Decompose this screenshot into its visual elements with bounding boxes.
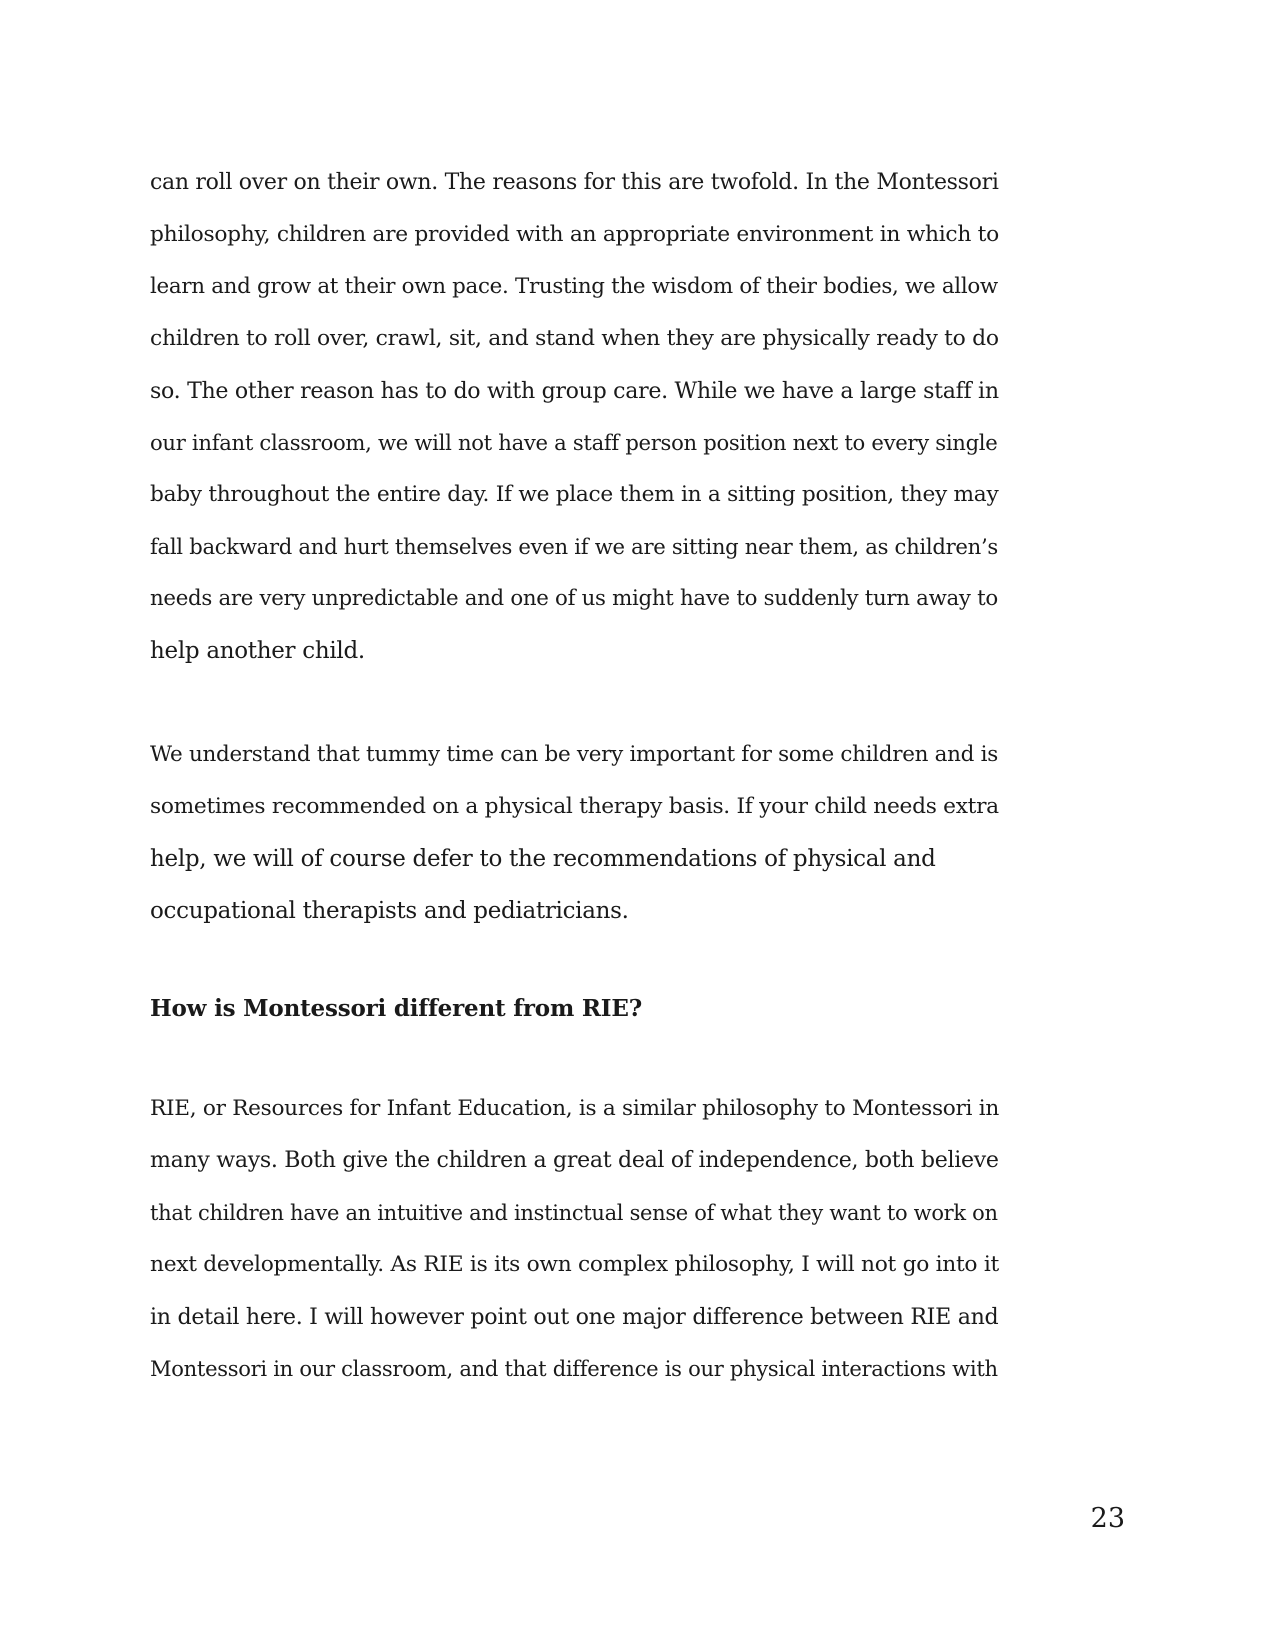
paragraph-1-line-2: philosophy, children are provided with an appropriate environment in which to (150, 222, 999, 247)
paragraph-1-line-3: learn and grow at their own pace. Trusting the wisdom of their bodies, we allow (150, 274, 998, 299)
paragraph-2-line-4: occupational therapists and pediatricians. (150, 898, 629, 924)
paragraph-3-line-2: many ways. Both give the children a great deal of independence, both believe (150, 1148, 999, 1173)
paragraph-1-line-1: can roll over on their own. The reasons for this are twofold. In the Montessori (150, 170, 999, 195)
paragraph-1-line-7: baby throughout the entire day. If we place them in a sitting position, they may (150, 482, 999, 507)
paragraph-1-line-10: help another child. (150, 638, 365, 664)
page-number: 23 (1090, 1503, 1125, 1534)
section-heading: How is Montessori different from RIE? (150, 995, 642, 1022)
paragraph-3-line-4: next developmentally. As RIE is its own complex philosophy, I will not go into it (150, 1252, 999, 1277)
paragraph-1-line-5: so. The other reason has to do with group care. While we have a large staff in (150, 378, 999, 404)
paragraph-2-line-1: We understand that tummy time can be very important for some children and is (150, 742, 998, 767)
paragraph-3-line-5: in detail here. I will however point out one major difference between RIE and (150, 1304, 999, 1330)
paragraph-2-line-3: help, we will of course defer to the recommendations of physical and (150, 846, 936, 872)
paragraph-1-line-6: our infant classroom, we will not have a staff person position next to every single (150, 430, 998, 455)
paragraph-3-line-3: that children have an intuitive and instinctual sense of what they want to work on (150, 1201, 998, 1225)
paragraph-2-line-2: sometimes recommended on a physical therapy basis. If your child needs extra (150, 794, 999, 819)
paragraph-1-line-4: children to roll over, crawl, sit, and stand when they are physically ready to do (150, 326, 999, 351)
paragraph-1-line-9: needs are very unpredictable and one of us might have to suddenly turn away to (150, 586, 998, 611)
paragraph-1-line-8: fall backward and hurt themselves even if we are sitting near them, as children’s (150, 534, 998, 559)
paragraph-3-line-6: Montessori in our classroom, and that difference is our physical interactions with (150, 1356, 998, 1381)
paragraph-3-line-1: RIE, or Resources for Infant Education, is a similar philosophy to Montessori in (150, 1096, 999, 1121)
